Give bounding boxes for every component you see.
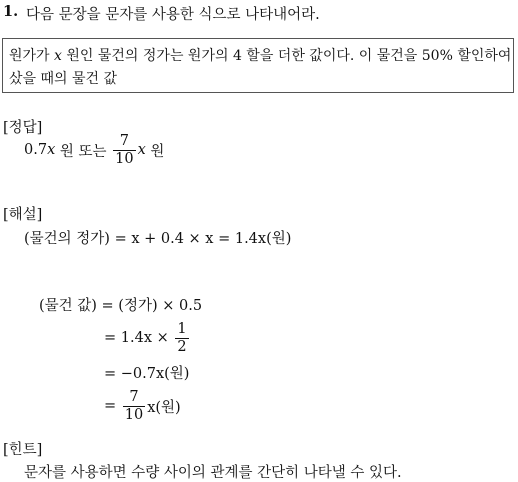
explanation-step-1: (물건 값) = (정가) × 0.5 <box>39 298 203 314</box>
answer-line <box>24 132 164 168</box>
problem-number: 1. <box>3 3 19 20</box>
step4-fraction <box>123 389 145 424</box>
explanation-step-4 <box>104 388 181 424</box>
explanation-heading: [해설] <box>3 207 43 223</box>
explanation-line-1: (물건의 정가) = x + 0.4 × x = 1.4x(원) <box>24 231 292 247</box>
answer-unit-1: 원 또는 <box>59 143 107 160</box>
answer-var-2: x <box>137 142 146 158</box>
step2-frac-num: 1 <box>177 320 187 337</box>
step2-frac-den: 2 <box>177 338 187 355</box>
answer-var: x <box>47 142 56 158</box>
condition-text-a: 원가가 <box>9 48 50 64</box>
answer-fraction <box>113 133 135 168</box>
answer-coef: 0.7 <box>24 142 48 158</box>
answer-heading: [정답] <box>3 120 43 136</box>
hint-text: 문자를 사용하면 수량 사이의 관계를 간단히 나타낼 수 있다. <box>24 465 402 481</box>
step4-eq: = <box>104 398 117 414</box>
condition-var: x <box>54 48 62 64</box>
answer-unit-2: 원 <box>150 143 165 160</box>
step4-frac-num: 7 <box>123 389 145 407</box>
explanation-step-3: = −0.7x(원) <box>104 366 190 382</box>
problem-title: 다음 문장을 문자를 사용한 식으로 나타내어라. <box>26 7 320 23</box>
step4-frac-den: 10 <box>124 406 144 423</box>
explanation-step-2 <box>104 320 191 356</box>
condition-line-1 <box>9 45 511 65</box>
answer-frac-num: 7 <box>113 133 135 151</box>
hint-heading: [힌트] <box>3 442 43 458</box>
answer-frac-den: 10 <box>115 150 134 167</box>
step4-tail: x(원) <box>147 399 181 416</box>
condition-box <box>2 38 514 93</box>
step2-fraction <box>175 321 188 356</box>
step2-text: = 1.4x × <box>104 330 169 346</box>
condition-line-2: 샀을 때의 물건 값 <box>9 71 118 87</box>
condition-text-b: 원인 물건의 정가는 원가의 4 할을 더한 값이다. 이 물건을 50% 할인하여 <box>66 48 512 64</box>
